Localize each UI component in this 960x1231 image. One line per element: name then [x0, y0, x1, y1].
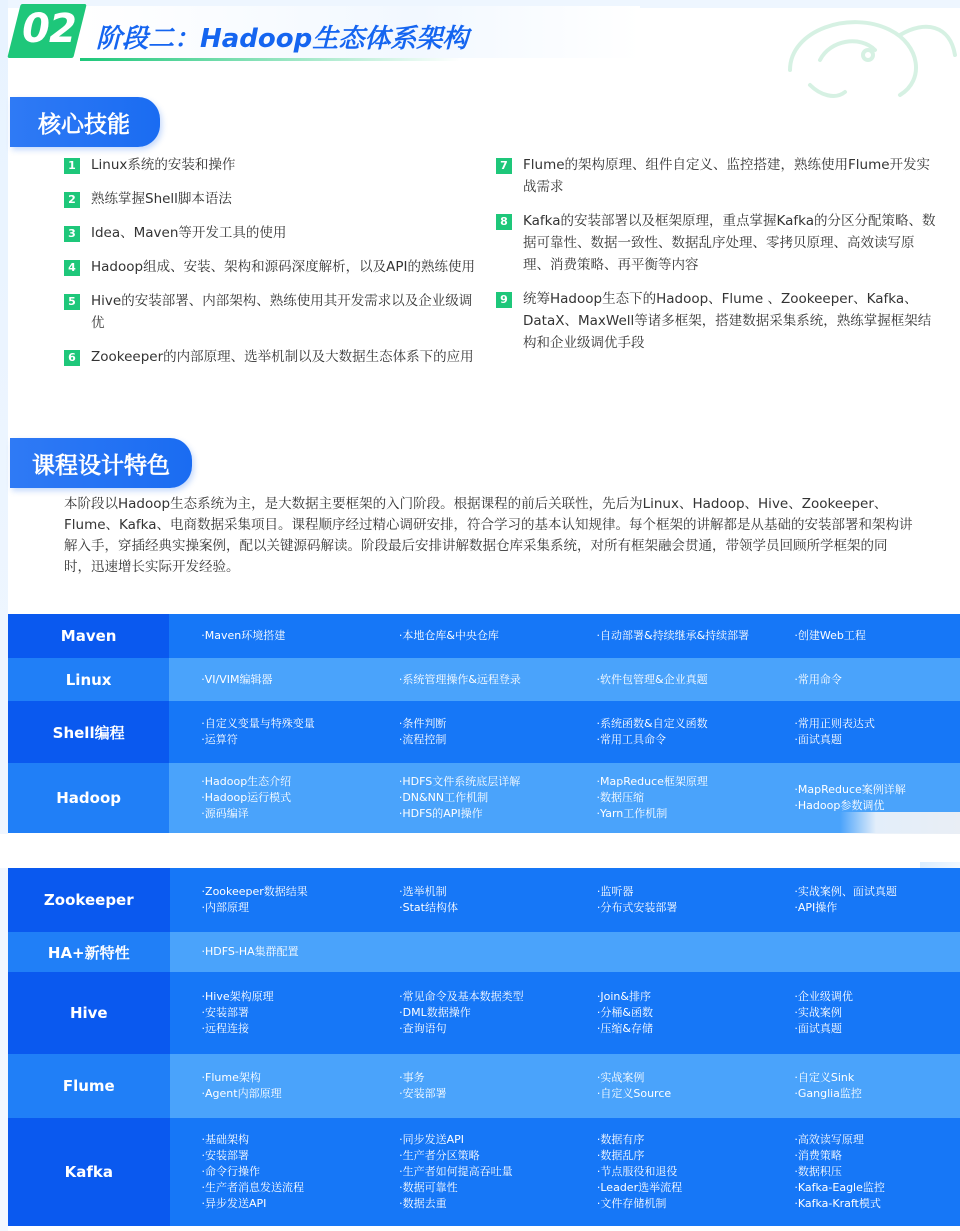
course-topic: ·MapReduce框架原理	[596, 775, 708, 788]
course-topic-cell	[367, 932, 565, 972]
course-topic: ·流程控制	[398, 733, 447, 746]
course-row	[8, 614, 960, 658]
course-topic-cell	[367, 972, 565, 1054]
course-topic: ·面试真题	[794, 733, 842, 746]
course-row	[8, 972, 960, 1054]
course-topic: ·HDFS文件系统底层详解	[398, 775, 521, 788]
skill-number: 8	[496, 214, 512, 230]
course-module-name: Kafka	[8, 1118, 170, 1226]
course-topic: ·选举机制	[399, 885, 447, 898]
course-topic: ·源码编译	[201, 807, 249, 820]
skill-text: Zookeeper的内部原理、选举机制以及大数据生态体系下的应用	[91, 349, 474, 365]
course-topic: ·软件包管理&企业真题	[596, 672, 708, 686]
course-topic: ·常见命令及基本数据类型	[399, 990, 524, 1003]
course-topic: ·实战案例	[794, 1006, 842, 1019]
course-topic-cell	[367, 763, 565, 833]
course-topic: ·查询语句	[399, 1022, 447, 1035]
course-topic: ·自定义Source	[596, 1087, 672, 1100]
course-topic: ·Yarn工作机制	[596, 807, 668, 820]
course-topic: ·条件判断	[398, 717, 447, 730]
skill-text: 熟练掌握Shell脚本语法	[91, 191, 232, 207]
course-row	[8, 932, 960, 972]
skill-text: Hive的安装部署、内部架构、熟练使用其开发需求以及企业级调优	[91, 293, 473, 331]
course-topic-cell	[762, 614, 960, 658]
course-topic: ·Kafka-Kraft模式	[794, 1197, 881, 1210]
course-module-name: Zookeeper	[8, 868, 170, 932]
skill-number: 5	[64, 294, 80, 310]
course-topic: ·Hadoop参数调优	[794, 799, 885, 812]
course-topic-cell	[762, 972, 960, 1054]
course-topic-cell	[565, 932, 762, 972]
course-topic-cell	[762, 1118, 960, 1226]
course-topic-cell	[170, 1118, 368, 1226]
course-topic: ·Maven环境搭建	[201, 629, 286, 642]
course-topic: ·VI/VIM编辑器	[201, 672, 273, 686]
stage-intro-text: 本阶段以Hadoop生态系统为主，是大数据主要框架的入门阶段。根据课程的前后关联性，先后为Linux、Hadoop、Hive、Zookeeper、Flume、Kafka、电商数据采集项目。课程顺序经过精心调研安排，符合学习的基本认知规律。每个框架的讲解都是从基础的安装部署和架构讲解入手，穿插经典实操案例，配以关键源码解读。阶段最后安排讲解数据仓库采集系统，对所有框架融会贯通，带领学员回顾所学框架的同时，迅速增长实际开发经验。	[64, 496, 913, 575]
course-topic: ·数据去重	[399, 1197, 447, 1210]
course-topic: ·Join&排序	[596, 990, 651, 1003]
stage-number: 02	[22, 6, 76, 52]
course-topic: ·自定义Sink	[794, 1071, 855, 1084]
course-topic: ·系统函数&自定义函数	[596, 717, 708, 730]
course-topic: ·Ganglia监控	[794, 1087, 862, 1100]
course-topic: ·生产者消息发送流程	[201, 1181, 305, 1194]
skill-number: 4	[64, 260, 80, 276]
course-topic-cell	[169, 763, 367, 833]
course-topic: ·Kafka-Eagle监控	[794, 1181, 885, 1194]
stage-header	[0, 0, 960, 64]
course-topic-cell	[367, 1054, 565, 1118]
course-topic: ·MapReduce案例详解	[794, 783, 906, 796]
course-topic-cell	[762, 868, 960, 932]
blurred-overlay	[840, 812, 960, 834]
course-topic: ·Flume架构	[201, 1071, 261, 1084]
course-topic: ·节点服役和退役	[596, 1165, 678, 1178]
course-topic-cell	[169, 658, 367, 701]
course-topic-cell	[762, 932, 960, 972]
course-topic: ·Stat结构体	[399, 901, 458, 914]
skill-number: 2	[64, 192, 80, 208]
course-topic: ·基础架构	[201, 1133, 250, 1146]
course-topic-cell	[170, 1054, 368, 1118]
course-topic: ·自动部署&持续继承&持续部署	[596, 629, 750, 642]
skill-item	[496, 210, 936, 276]
course-topic: ·常用正则表达式	[794, 717, 875, 730]
skill-item	[64, 290, 484, 334]
course-module-name: Shell编程	[8, 701, 169, 763]
skills-list-left	[64, 154, 484, 380]
skill-number: 7	[496, 158, 512, 174]
course-topic: ·Hadoop运行模式	[201, 791, 292, 804]
course-features-heading: 课程设计特色	[10, 438, 192, 488]
course-row	[8, 1118, 960, 1226]
course-topic-cell	[565, 972, 762, 1054]
course-topic: ·数据有序	[596, 1133, 645, 1146]
course-topic: ·本地仓库&中央仓库	[398, 629, 499, 642]
course-topic: ·生产者如何提高吞吐量	[399, 1165, 513, 1178]
course-topic: ·生产者分区策略	[399, 1149, 480, 1162]
course-topic: ·安装部署	[201, 1006, 250, 1019]
skill-item	[64, 256, 484, 278]
course-topic-cell	[565, 1054, 762, 1118]
course-topic: ·自定义变量与特殊变量	[201, 717, 315, 730]
course-topic: ·远程连接	[201, 1022, 250, 1035]
course-topic: ·安装部署	[201, 1149, 250, 1162]
course-topic: ·消费策略	[794, 1149, 842, 1162]
course-topic: ·安装部署	[399, 1087, 447, 1100]
course-module-name: Hadoop	[8, 763, 169, 833]
skill-text: 统筹Hadoop生态下的Hadoop、Flume 、Zookeeper、Kafka、DataX、MaxWell等诸多框架，搭建数据采集系统，熟练掌握框架结构和企业级调优手段	[523, 291, 932, 351]
course-topic: ·DML数据操作	[399, 1006, 471, 1019]
course-table-1	[8, 614, 960, 833]
course-topic: ·Zookeeper数据结果	[201, 885, 308, 898]
course-table-2	[8, 868, 960, 1226]
course-topic: ·数据乱序	[596, 1149, 645, 1162]
course-topic: ·高效读写原理	[794, 1133, 864, 1146]
course-topic: ·数据可靠性	[399, 1181, 458, 1194]
course-topic-cell	[565, 763, 763, 833]
course-topic: ·分布式安装部署	[596, 901, 678, 914]
course-topic: ·API操作	[794, 901, 838, 914]
course-topic-cell	[170, 972, 368, 1054]
course-topic-cell	[367, 1118, 565, 1226]
course-topic-cell	[565, 614, 763, 658]
course-topic: ·运算符	[201, 733, 238, 746]
course-topic: ·常用命令	[794, 672, 842, 686]
skill-item	[64, 154, 484, 176]
course-module-name: HA+新特性	[8, 932, 170, 972]
skill-number: 1	[64, 158, 80, 174]
course-topic: ·事务	[399, 1071, 425, 1084]
course-topic-cell	[367, 614, 565, 658]
course-topic-cell	[565, 701, 763, 763]
skill-item	[496, 288, 936, 354]
page-title: 阶段二：Hadoop生态体系架构	[96, 24, 469, 54]
course-topic-cell	[565, 658, 763, 701]
skill-number: 3	[64, 226, 80, 242]
course-topic: ·实战案例、面试真题	[794, 885, 897, 898]
course-module-name: Hive	[8, 972, 170, 1054]
course-row	[8, 658, 960, 701]
course-topic-cell	[169, 614, 367, 658]
course-topic: ·Agent内部原理	[201, 1087, 282, 1100]
course-topic: ·常用工具命令	[596, 733, 666, 746]
course-topic: ·HDFS的API操作	[398, 807, 483, 820]
course-topic: ·系统管理操作&远程登录	[398, 672, 521, 686]
skill-item	[64, 346, 484, 368]
skill-number: 9	[496, 292, 512, 308]
section-gap	[0, 834, 960, 868]
course-row	[8, 868, 960, 932]
course-topic: ·HDFS-HA集群配置	[201, 945, 299, 958]
course-topic: ·面试真题	[794, 1022, 842, 1035]
course-topic: ·同步发送API	[399, 1133, 465, 1146]
course-topic: ·数据压缩	[596, 791, 644, 804]
course-topic: ·数据积压	[794, 1165, 842, 1178]
skill-text: Flume的架构原理、组件自定义、监控搭建，熟练使用Flume开发实战需求	[523, 157, 931, 195]
skill-item	[64, 222, 484, 244]
skill-text: Hadoop组成、安装、架构和源码深度解析，以及API的熟练使用	[91, 259, 475, 275]
course-topic: ·分桶&函数	[596, 1006, 653, 1019]
course-module-name: Flume	[8, 1054, 170, 1118]
course-topic: ·内部原理	[201, 901, 250, 914]
course-topic: ·文件存储机制	[596, 1197, 667, 1210]
course-topic-cell	[170, 932, 368, 972]
course-topic-cell	[762, 658, 960, 701]
skill-text: Idea、Maven等开发工具的使用	[91, 225, 287, 241]
course-topic-cell	[170, 868, 368, 932]
skill-text: Linux系统的安装和操作	[91, 157, 236, 173]
course-topic: ·异步发送API	[201, 1197, 267, 1210]
course-topic: ·监听器	[596, 885, 634, 898]
course-topic: ·创建Web工程	[794, 629, 866, 642]
course-row	[8, 763, 960, 833]
course-row	[8, 701, 960, 763]
skill-item	[496, 154, 936, 198]
course-topic-cell	[565, 1118, 762, 1226]
skill-item	[64, 188, 484, 210]
title-underline	[80, 58, 460, 61]
course-module-name: Linux	[8, 658, 169, 701]
skill-number: 6	[64, 350, 80, 366]
course-topic-cell	[762, 1054, 960, 1118]
course-topic-cell	[367, 701, 565, 763]
course-topic-cell	[762, 701, 960, 763]
course-topic: ·压缩&存储	[596, 1022, 653, 1035]
course-row	[8, 1054, 960, 1118]
course-topic-cell	[565, 868, 762, 932]
course-topic: ·Hadoop生态介绍	[201, 775, 292, 788]
course-topic-cell	[169, 701, 367, 763]
left-accent-bar	[0, 0, 8, 1231]
course-topic: ·实战案例	[596, 1071, 645, 1084]
course-topic: ·命令行操作	[201, 1165, 261, 1178]
course-topic: ·Hive架构原理	[201, 990, 274, 1003]
course-topic: ·DN&NN工作机制	[398, 791, 489, 804]
course-topic-cell	[367, 868, 565, 932]
elephant-logo-icon	[750, 0, 960, 110]
skill-text: Kafka的安装部署以及框架原理，重点掌握Kafka的分区分配策略、数据可靠性、数据一致性、数据乱序处理、零拷贝原理、高效读写原理、消费策略、再平衡等内容	[523, 213, 936, 273]
course-module-name: Maven	[8, 614, 169, 658]
course-topic: ·Leader选举流程	[596, 1181, 683, 1194]
course-topic: ·企业级调优	[794, 990, 853, 1003]
core-skills-heading: 核心技能	[10, 97, 160, 147]
skills-list-right	[496, 154, 936, 366]
course-topic-cell	[367, 658, 565, 701]
